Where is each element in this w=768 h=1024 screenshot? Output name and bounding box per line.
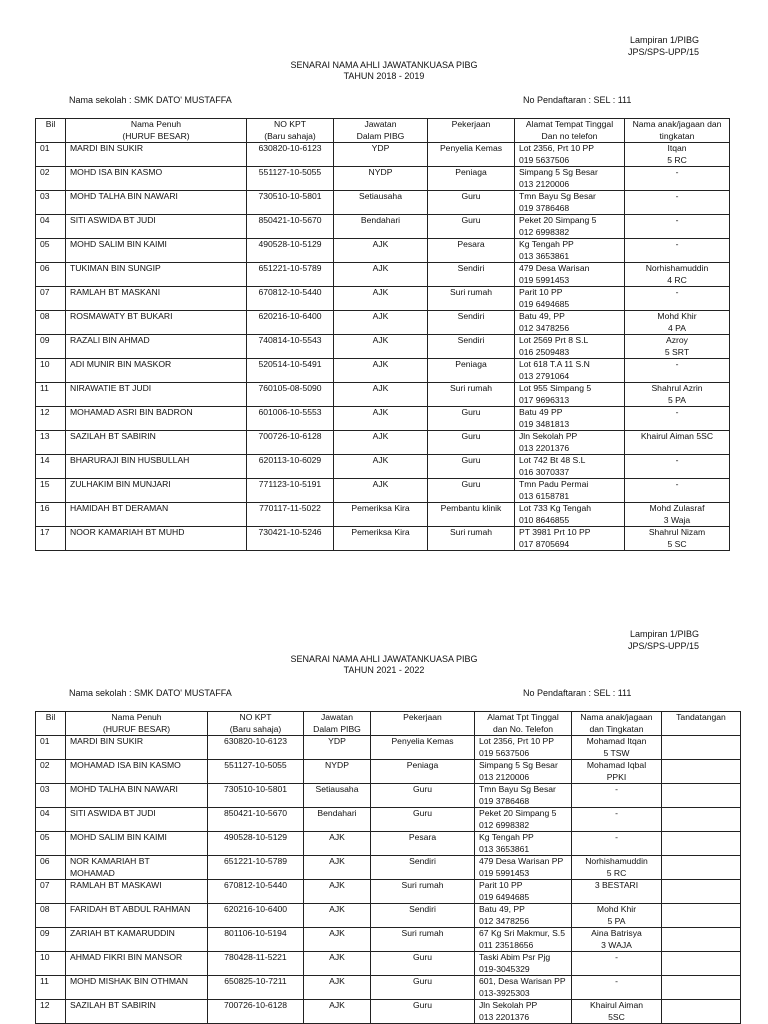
cell-nama-penuh: MOHD SALIM BIN KAIMI [66,239,247,263]
cell-alamat: Tmn Bayu Sg Besar 019 3786468 [475,784,572,808]
cell-alamat: 479 Desa Warisan PP 019 5991453 [475,856,572,880]
cell-nama-penuh: SITI ASWIDA BT JUDI [66,215,247,239]
cell-nama-penuh: MOHD MISHAK BIN OTHMAN [66,976,208,1000]
table-row [36,143,730,167]
title-text: SENARAI NAMA AHLI JAWATANKUASA PIBG [290,60,478,70]
registration-number: No Pendaftaran : SEL : 111 [523,688,632,698]
appendix-label: Lampiran 1/PIBG [629,629,699,639]
cell-alamat: Simpang 5 Sg Besar 013 2120006 [515,167,625,191]
cell-pekerjaan: Peniaga [428,359,515,383]
column-header-jawatan: Jawatan Dalam PIBG [304,712,371,736]
cell-nama-anak: Shahrul Nizam 5 SC [625,527,730,551]
table-row [36,503,730,527]
table-row [36,239,730,263]
cell-bil: 16 [36,503,66,527]
cell-pekerjaan: Sendiri [428,263,515,287]
cell-pekerjaan: Sendiri [428,335,515,359]
cell-jawatan: AJK [304,832,371,856]
cell-jawatan: AJK [334,431,428,455]
cell-no-kpt: 651221-10-5789 [247,263,334,287]
cell-bil: 05 [36,239,66,263]
cell-nama-penuh: RAZALI BIN AHMAD [66,335,247,359]
cell-nama-penuh: FARIDAH BT ABDUL RAHMAN [66,904,208,928]
cell-tandatangan [662,928,741,952]
cell-alamat: 67 Kg Sri Makmur, S.5 011 23518656 [475,928,572,952]
cell-no-kpt: 551127-10-5055 [208,760,304,784]
cell-alamat: Batu 49, PP 012 3478256 [515,311,625,335]
table-row [36,952,741,976]
cell-nama-anak: - [572,832,662,856]
cell-no-kpt: 770117-11-5022 [247,503,334,527]
cell-nama-penuh: ZARIAH BT KAMARUDDIN [66,928,208,952]
cell-alamat: Tmn Bayu Sg Besar 019 3786468 [515,191,625,215]
cell-jawatan: Setiausaha [334,191,428,215]
cell-nama-anak: Mohamad Itqan 5 TSW [572,736,662,760]
cell-no-kpt: 730421-10-5246 [247,527,334,551]
cell-jawatan: AJK [334,359,428,383]
cell-tandatangan [662,808,741,832]
table-row [36,335,730,359]
table-row [36,287,730,311]
table-header-row [36,119,730,143]
column-header-pekerjaan: Pekerjaan [428,119,515,143]
cell-jawatan: AJK [334,479,428,503]
cell-jawatan: AJK [304,904,371,928]
cell-bil: 12 [36,1000,66,1024]
cell-nama-penuh: RAMLAH BT MASKANI [66,287,247,311]
cell-no-kpt: 700726-10-6128 [208,1000,304,1024]
column-header-nama-anak: Nama anak/jagaan dan Tingkatan [572,712,662,736]
cell-nama-penuh: BHARURAJI BIN HUSBULLAH [66,455,247,479]
cell-nama-anak: Shahrul Azrin 5 PA [625,383,730,407]
cell-bil: 12 [36,407,66,431]
column-header-bil: Bil [36,712,66,736]
cell-jawatan: AJK [304,1000,371,1024]
table-row [36,1000,741,1024]
cell-alamat: PT 3981 Prt 10 PP 017 8705694 [515,527,625,551]
cell-tandatangan [662,856,741,880]
cell-no-kpt: 850421-10-5670 [247,215,334,239]
cell-pekerjaan: Pembantu klinik [428,503,515,527]
table-row [36,880,741,904]
cell-alamat: Lot 2356, Prt 10 PP 019 5637506 [515,143,625,167]
cell-alamat: Lot 733 Kg Tengah 010 8646855 [515,503,625,527]
cell-bil: 03 [36,784,66,808]
cell-jawatan: Pemeriksa Kira [334,527,428,551]
cell-jawatan: AJK [304,976,371,1000]
cell-nama-anak: Aina Batrisya 3 WAJA [572,928,662,952]
cell-nama-anak: - [625,167,730,191]
cell-jawatan: AJK [334,407,428,431]
cell-bil: 02 [36,760,66,784]
cell-pekerjaan: Guru [371,808,475,832]
table-row [36,479,730,503]
appendix-reference [628,629,699,653]
cell-nama-anak: - [572,808,662,832]
cell-no-kpt: 650825-10-7211 [208,976,304,1000]
cell-nama-penuh: MARDI BIN SUKIR [66,143,247,167]
cell-no-kpt: 490528-10-5129 [208,832,304,856]
cell-nama-penuh: HAMIDAH BT DERAMAN [66,503,247,527]
cell-no-kpt: 551127-10-5055 [247,167,334,191]
cell-bil: 10 [36,952,66,976]
cell-bil: 04 [36,808,66,832]
cell-nama-anak: Mohamad Iqbal PPKI [572,760,662,784]
cell-jawatan: AJK [304,880,371,904]
cell-pekerjaan: Penyelia Kemas [371,736,475,760]
table-row [36,359,730,383]
cell-bil: 06 [36,263,66,287]
cell-no-kpt: 730510-10-5801 [247,191,334,215]
cell-bil: 05 [36,832,66,856]
column-header-pekerjaan: Pekerjaan [371,712,475,736]
cell-alamat: Batu 49, PP 012 3478256 [475,904,572,928]
cell-pekerjaan: Guru [428,455,515,479]
cell-pekerjaan: Guru [428,479,515,503]
cell-no-kpt: 780428-11-5221 [208,952,304,976]
cell-no-kpt: 730510-10-5801 [208,784,304,808]
cell-alamat: Parit 10 PP 019 6494685 [515,287,625,311]
cell-jawatan: Bendahari [304,808,371,832]
cell-nama-anak: - [572,784,662,808]
cell-tandatangan [662,904,741,928]
cell-jawatan: AJK [304,928,371,952]
cell-pekerjaan: Guru [428,215,515,239]
cell-nama-penuh: MOHD TALHA BIN NAWARI [66,191,247,215]
cell-alamat: Kg Tengah PP 013 3653861 [515,239,625,263]
cell-jawatan: YDP [304,736,371,760]
cell-nama-penuh: MARDI BIN SUKIR [66,736,208,760]
table-row [36,191,730,215]
cell-pekerjaan: Penyelia Kemas [428,143,515,167]
column-header-bil: Bil [36,119,66,143]
cell-nama-anak: Mohd Zulasraf 3 Waja [625,503,730,527]
cell-nama-anak: Khairul Aiman 5SC [572,1000,662,1024]
cell-tandatangan [662,736,741,760]
cell-nama-penuh: TUKIMAN BIN SUNGIP [66,263,247,287]
cell-nama-penuh: MOHD ISA BIN KASMO [66,167,247,191]
cell-nama-anak: Mohd Khir 5 PA [572,904,662,928]
table-row [36,383,730,407]
cell-pekerjaan: Peniaga [428,167,515,191]
table-row [36,904,741,928]
appendix-reference [628,35,699,59]
cell-pekerjaan: Sendiri [371,904,475,928]
cell-bil: 04 [36,215,66,239]
cell-alamat: Taski Abim Psr Pjg 019-3045329 [475,952,572,976]
cell-nama-penuh: MOHD TALHA BIN NAWARI [66,784,208,808]
cell-jawatan: AJK [334,383,428,407]
table-row [36,431,730,455]
cell-pekerjaan: Suri rumah [428,383,515,407]
table-row [36,407,730,431]
cell-tandatangan [662,952,741,976]
document-title [0,60,768,82]
cell-nama-anak: 3 BESTARI [572,880,662,904]
cell-pekerjaan: Peniaga [371,760,475,784]
appendix-label: Lampiran 1/PIBG [629,35,699,45]
cell-jawatan: AJK [334,239,428,263]
document-title [0,654,768,676]
cell-alamat: 479 Desa Warisan 019 5991453 [515,263,625,287]
cell-bil: 09 [36,928,66,952]
column-header-nama-penuh: Nama Penuh (HURUF BESAR) [66,712,208,736]
table-row [36,167,730,191]
cell-no-kpt: 771123-10-5191 [247,479,334,503]
table-row [36,311,730,335]
cell-bil: 01 [36,736,66,760]
cell-jawatan: AJK [304,856,371,880]
cell-nama-anak: Norhishamuddin 4 RC [625,263,730,287]
cell-nama-penuh: RAMLAH BT MASKAWI [66,880,208,904]
cell-tandatangan [662,1000,741,1024]
cell-nama-anak: - [625,239,730,263]
cell-pekerjaan: Guru [371,952,475,976]
cell-tandatangan [662,784,741,808]
table-row [36,808,741,832]
cell-nama-anak: - [625,287,730,311]
cell-jawatan: AJK [334,311,428,335]
cell-nama-penuh: MOHAMAD ISA BIN KASMO [66,760,208,784]
cell-nama-penuh: SAZILAH BT SABIRIN [66,1000,208,1024]
cell-no-kpt: 801106-10-5194 [208,928,304,952]
column-header-nama-penuh: Nama Penuh (HURUF BESAR) [66,119,247,143]
column-header-alamat: Alamat Tempat Tinggal Dan no telefon [515,119,625,143]
cell-alamat: Lot 2356, Prt 10 PP 019 5637506 [475,736,572,760]
cell-no-kpt: 740814-10-5543 [247,335,334,359]
cell-no-kpt: 490528-10-5129 [247,239,334,263]
cell-no-kpt: 670812-10-5440 [208,880,304,904]
table-row [36,760,741,784]
cell-pekerjaan: Suri rumah [428,527,515,551]
cell-nama-penuh: NOR KAMARIAH BT MOHAMAD [66,856,208,880]
cell-nama-anak: - [625,455,730,479]
cell-alamat: Lot 2569 Prt 8 S.L 016 2509483 [515,335,625,359]
cell-jawatan: AJK [334,335,428,359]
cell-tandatangan [662,760,741,784]
cell-nama-anak: - [572,976,662,1000]
cell-pekerjaan: Guru [371,1000,475,1024]
cell-nama-penuh: MOHD SALIM BIN KAIMI [66,832,208,856]
cell-no-kpt: 760105-08-5090 [247,383,334,407]
cell-nama-anak: - [625,407,730,431]
cell-pekerjaan: Guru [371,976,475,1000]
table-row [36,784,741,808]
table-row [36,976,741,1000]
title-text: SENARAI NAMA AHLI JAWATANKUASA PIBG [290,654,478,664]
cell-pekerjaan: Guru [428,191,515,215]
cell-alamat: Jln Sekolah PP 013 2201376 [475,1000,572,1024]
cell-tandatangan [662,880,741,904]
cell-bil: 13 [36,431,66,455]
cell-bil: 07 [36,287,66,311]
cell-nama-anak: Khairul Aiman 5SC [625,431,730,455]
cell-bil: 01 [36,143,66,167]
cell-alamat: Batu 49 PP 019 3481813 [515,407,625,431]
cell-tandatangan [662,832,741,856]
school-name: Nama sekolah : SMK DATO' MUSTAFFA [69,95,232,105]
school-name: Nama sekolah : SMK DATO' MUSTAFFA [69,688,232,698]
cell-alamat: Jln Sekolah PP 013 2201376 [515,431,625,455]
table-row [36,856,741,880]
cell-alamat: Peket 20 Simpang 5 012 6998382 [475,808,572,832]
cell-bil: 08 [36,904,66,928]
cell-nama-anak: Mohd Khir 4 PA [625,311,730,335]
cell-alamat: Peket 20 Simpang 5 012 6998382 [515,215,625,239]
cell-nama-penuh: ROSMAWATY BT BUKARI [66,311,247,335]
cell-nama-anak: - [625,215,730,239]
column-header-no-kpt: NO KPT (Baru sahaja) [208,712,304,736]
cell-bil: 15 [36,479,66,503]
cell-nama-anak: - [625,359,730,383]
column-header-no-kpt: NO KPT (Baru sahaja) [247,119,334,143]
table-row [36,263,730,287]
column-header-jawatan: Jawatan Dalam PIBG [334,119,428,143]
cell-nama-penuh: NIRAWATIE BT JUDI [66,383,247,407]
column-header-nama-anak: Nama anak/jagaan dan tingkatan [625,119,730,143]
table-row [36,527,730,551]
cell-alamat: Parit 10 PP 019 6494685 [475,880,572,904]
appendix-code: JPS/SPS-UPP/15 [627,47,699,57]
cell-alamat: Lot 955 Simpang 5 017 9696313 [515,383,625,407]
cell-nama-anak: Norhishamuddin 5 RC [572,856,662,880]
cell-nama-anak: Azroy 5 SRT [625,335,730,359]
appendix-code: JPS/SPS-UPP/15 [627,641,699,651]
title-year: TAHUN 2018 - 2019 [343,71,425,81]
cell-jawatan: Pemeriksa Kira [334,503,428,527]
cell-bil: 08 [36,311,66,335]
cell-nama-penuh: SITI ASWIDA BT JUDI [66,808,208,832]
table-row [36,455,730,479]
cell-pekerjaan: Sendiri [371,856,475,880]
cell-alamat: Kg Tengah PP 013 3653861 [475,832,572,856]
cell-bil: 11 [36,383,66,407]
table-row [36,736,741,760]
committee-table [35,118,730,551]
cell-no-kpt: 620113-10-6029 [247,455,334,479]
cell-alamat: Tmn Padu Permai 013 6158781 [515,479,625,503]
cell-pekerjaan: Guru [428,407,515,431]
table-header-row [36,712,741,736]
cell-jawatan: AJK [334,287,428,311]
cell-jawatan: NYDP [304,760,371,784]
cell-bil: 14 [36,455,66,479]
cell-alamat: Lot 618 T.A 11 S.N 013 2791064 [515,359,625,383]
column-header-tandatangan: Tandatangan [662,712,741,736]
cell-no-kpt: 520514-10-5491 [247,359,334,383]
cell-nama-penuh: ZULHAKIM BIN MUNJARI [66,479,247,503]
cell-tandatangan [662,976,741,1000]
cell-nama-penuh: SAZILAH BT SABIRIN [66,431,247,455]
table-row [36,928,741,952]
cell-alamat: 601, Desa Warisan PP 013-3925303 [475,976,572,1000]
cell-jawatan: YDP [334,143,428,167]
cell-bil: 09 [36,335,66,359]
cell-pekerjaan: Suri rumah [371,880,475,904]
cell-alamat: Lot 742 Bt 48 S.L 016 3070337 [515,455,625,479]
cell-bil: 10 [36,359,66,383]
cell-jawatan: AJK [334,263,428,287]
registration-number: No Pendaftaran : SEL : 111 [523,95,632,105]
cell-alamat: Simpang 5 Sg Besar 013 2120006 [475,760,572,784]
cell-bil: 17 [36,527,66,551]
table-row [36,832,741,856]
cell-no-kpt: 850421-10-5670 [208,808,304,832]
cell-pekerjaan: Pesara [428,239,515,263]
cell-nama-anak: Itqan 5 RC [625,143,730,167]
cell-no-kpt: 700726-10-6128 [247,431,334,455]
cell-jawatan: NYDP [334,167,428,191]
cell-no-kpt: 601006-10-5553 [247,407,334,431]
cell-no-kpt: 620216-10-6400 [208,904,304,928]
cell-pekerjaan: Guru [371,784,475,808]
cell-bil: 02 [36,167,66,191]
cell-nama-penuh: NOOR KAMARIAH BT MUHD [66,527,247,551]
cell-nama-penuh: MOHAMAD ASRI BIN BADRON [66,407,247,431]
cell-no-kpt: 630820-10-6123 [247,143,334,167]
cell-nama-anak: - [625,191,730,215]
cell-no-kpt: 651221-10-5789 [208,856,304,880]
cell-jawatan: Bendahari [334,215,428,239]
cell-pekerjaan: Suri rumah [371,928,475,952]
cell-jawatan: AJK [304,952,371,976]
cell-nama-penuh: ADI MUNIR BIN MASKOR [66,359,247,383]
cell-nama-anak: - [625,479,730,503]
cell-no-kpt: 620216-10-6400 [247,311,334,335]
cell-bil: 11 [36,976,66,1000]
cell-nama-penuh: AHMAD FIKRI BIN MANSOR [66,952,208,976]
cell-pekerjaan: Guru [428,431,515,455]
cell-bil: 03 [36,191,66,215]
cell-pekerjaan: Sendiri [428,311,515,335]
cell-bil: 07 [36,880,66,904]
table-row [36,215,730,239]
cell-no-kpt: 630820-10-6123 [208,736,304,760]
cell-jawatan: AJK [334,455,428,479]
cell-nama-anak: - [572,952,662,976]
cell-pekerjaan: Pesara [371,832,475,856]
column-header-alamat: Alamat Tpt Tinggal dan No. Telefon [475,712,572,736]
cell-no-kpt: 670812-10-5440 [247,287,334,311]
cell-jawatan: Setiausaha [304,784,371,808]
cell-bil: 06 [36,856,66,880]
committee-table [35,711,741,1024]
cell-pekerjaan: Suri rumah [428,287,515,311]
title-year: TAHUN 2021 - 2022 [343,665,425,675]
